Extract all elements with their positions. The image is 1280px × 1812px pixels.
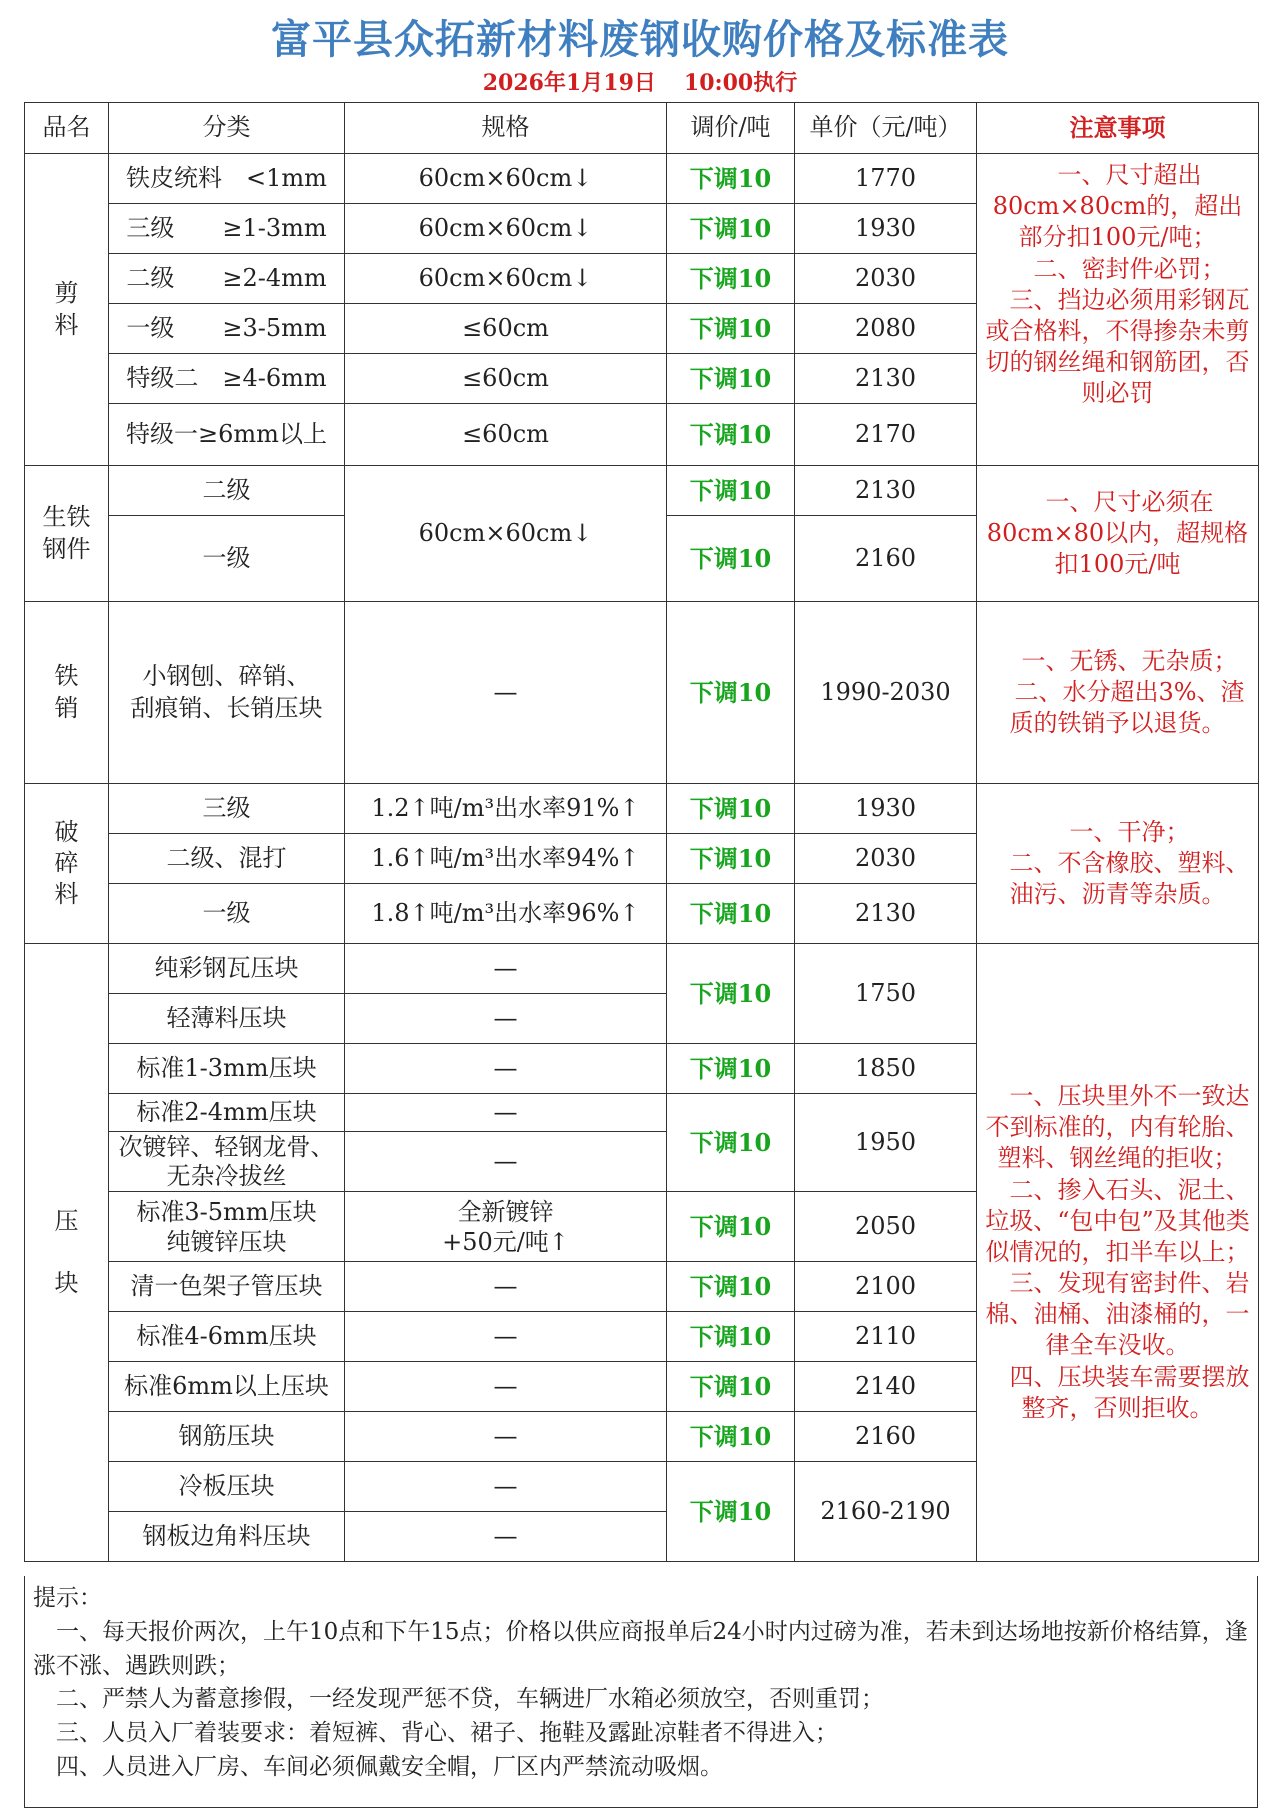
price-cell: 2130 bbox=[795, 354, 977, 404]
note-shengtie: 一、尺寸必须在80cm×80以内，超规格扣100元/吨 bbox=[977, 466, 1259, 602]
spec-cell: — bbox=[345, 1362, 667, 1412]
adjust-cell: 下调10 bbox=[667, 1312, 795, 1362]
spec-cell: — bbox=[345, 1094, 667, 1132]
price-cell: 1750 bbox=[795, 944, 977, 1044]
spec-cell: 全新镀锌 +50元/吨↑ bbox=[345, 1192, 667, 1262]
spec-cell: — bbox=[345, 944, 667, 994]
tips-heading: 提示： bbox=[33, 1585, 102, 1611]
price-cell: 2080 bbox=[795, 304, 977, 354]
note-yakuai: 一、压块里外不一致达不到标准的，内有轮胎、塑料、钢丝绳的拒收； 二、掺入石头、泥土、垃圾、“包中包”及其他类似情况的，扣半车以上； 三、发现有密封件、岩棉、油桶、油漆桶的，一律全车没收。 四、压块装车需要摆放整齐，否则拒收。 bbox=[977, 944, 1259, 1562]
spec-cell: — bbox=[345, 1262, 667, 1312]
category-cell: 小钢刨、碎销、 刮痕销、长销压块 bbox=[109, 602, 345, 784]
spec-cell: 60cm×60cm↓ bbox=[345, 254, 667, 304]
category-cell: 一级 bbox=[109, 516, 345, 602]
category-cell: 标准2-4mm压块 bbox=[109, 1094, 345, 1132]
spec-cell: — bbox=[345, 602, 667, 784]
header-adjust: 调价/吨 bbox=[667, 103, 795, 154]
adjust-cell: 下调10 bbox=[667, 602, 795, 784]
category-cell: 三级 ≥1-3mm bbox=[109, 204, 345, 254]
category-cell: 二级、混打 bbox=[109, 834, 345, 884]
spec-cell: ≤60cm bbox=[345, 354, 667, 404]
spec-cell: ≤60cm bbox=[345, 304, 667, 354]
table-row bbox=[25, 602, 1259, 784]
category-cell: 标准3-5mm压块 纯镀锌压块 bbox=[109, 1192, 345, 1262]
category-cell: 清一色架子管压块 bbox=[109, 1262, 345, 1312]
spec-cell: — bbox=[345, 994, 667, 1044]
category-cell: 钢筋压块 bbox=[109, 1412, 345, 1462]
price-cell: 2130 bbox=[795, 884, 977, 944]
spec-cell: 1.8↑吨/m³出水率96%↑ bbox=[345, 884, 667, 944]
price-cell: 2140 bbox=[795, 1362, 977, 1412]
spec-cell: — bbox=[345, 1044, 667, 1094]
adjust-cell: 下调10 bbox=[667, 466, 795, 516]
category-cell: 特级二 ≥4-6mm bbox=[109, 354, 345, 404]
category-cell: 一级 ≥3-5mm bbox=[109, 304, 345, 354]
tips-section bbox=[24, 1576, 1258, 1808]
spec-cell: — bbox=[345, 1512, 667, 1562]
table-row bbox=[25, 466, 1259, 516]
group-name-posui: 破 碎 料 bbox=[25, 784, 109, 944]
time-text: 10:00执行 bbox=[683, 70, 798, 96]
adjust-cell: 下调10 bbox=[667, 354, 795, 404]
adjust-cell: 下调10 bbox=[667, 204, 795, 254]
price-cell: 2160-2190 bbox=[795, 1462, 977, 1562]
adjust-cell: 下调10 bbox=[667, 404, 795, 466]
category-cell: 轻薄料压块 bbox=[109, 994, 345, 1044]
adjust-cell: 下调10 bbox=[667, 1192, 795, 1262]
group-name-yakuai: 压 块 bbox=[25, 944, 109, 1562]
category-cell: 铁皮统料 <1mm bbox=[109, 154, 345, 204]
page-title: 富平县众拓新材料废钢收购价格及标准表 bbox=[271, 16, 1009, 63]
group-name-jianliao: 剪 料 bbox=[25, 154, 109, 466]
spec-cell: — bbox=[345, 1132, 667, 1192]
price-cell: 1770 bbox=[795, 154, 977, 204]
table-row bbox=[25, 154, 1259, 204]
category-cell: 次镀锌、轻钢龙骨、无杂冷拔丝 bbox=[109, 1132, 345, 1192]
note-tiexiao: 一、无锈、无杂质； 二、水分超出3%、渣质的铁销予以退货。 bbox=[977, 602, 1259, 784]
effective-date bbox=[0, 66, 1280, 97]
adjust-cell: 下调10 bbox=[667, 884, 795, 944]
category-cell: 二级 bbox=[109, 466, 345, 516]
price-cell: 1990-2030 bbox=[795, 602, 977, 784]
header-spec: 规格 bbox=[345, 103, 667, 154]
category-cell: 一级 bbox=[109, 884, 345, 944]
note-posui: 一、干净； 二、不含橡胶、塑料、油污、沥青等杂质。 bbox=[977, 784, 1259, 944]
adjust-cell: 下调10 bbox=[667, 1044, 795, 1094]
adjust-cell: 下调10 bbox=[667, 944, 795, 1044]
category-cell: 钢板边角料压块 bbox=[109, 1512, 345, 1562]
category-cell: 二级 ≥2-4mm bbox=[109, 254, 345, 304]
header-category: 分类 bbox=[109, 103, 345, 154]
header-name: 品名 bbox=[25, 103, 109, 154]
adjust-cell: 下调10 bbox=[667, 154, 795, 204]
tip-line-1: 一、每天报价两次，上午10点和下午15点；价格以供应商报单后24小时内过磅为准，若未到达场地按新价格结算，逢涨不涨、遇跌则跌； bbox=[33, 1618, 1248, 1679]
tip-line-3: 三、人员入厂着装要求：着短裤、背心、裙子、拖鞋及露趾凉鞋者不得进入； bbox=[33, 1720, 838, 1747]
header-row bbox=[25, 103, 1259, 154]
adjust-cell: 下调10 bbox=[667, 1362, 795, 1412]
spec-cell: 60cm×60cm↓ bbox=[345, 154, 667, 204]
group-name-shengtie: 生铁 钢件 bbox=[25, 466, 109, 602]
price-table bbox=[24, 102, 1259, 1562]
spec-cell: ≤60cm bbox=[345, 404, 667, 466]
table-row bbox=[25, 944, 1259, 994]
spec-cell: — bbox=[345, 1312, 667, 1362]
price-cell: 2030 bbox=[795, 254, 977, 304]
category-cell: 纯彩钢瓦压块 bbox=[109, 944, 345, 994]
adjust-cell: 下调10 bbox=[667, 254, 795, 304]
price-cell: 2130 bbox=[795, 466, 977, 516]
spec-cell: — bbox=[345, 1412, 667, 1462]
adjust-cell: 下调10 bbox=[667, 1094, 795, 1192]
category-cell: 标准1-3mm压块 bbox=[109, 1044, 345, 1094]
spec-cell: 1.2↑吨/m³出水率91%↑ bbox=[345, 784, 667, 834]
table-row bbox=[25, 784, 1259, 834]
price-cell: 1950 bbox=[795, 1094, 977, 1192]
price-cell: 1930 bbox=[795, 784, 977, 834]
price-cell: 2160 bbox=[795, 516, 977, 602]
price-cell: 2100 bbox=[795, 1262, 977, 1312]
price-cell: 1850 bbox=[795, 1044, 977, 1094]
adjust-cell: 下调10 bbox=[667, 1412, 795, 1462]
tip-line-4: 四、人员进入厂房、车间必须佩戴安全帽，厂区内严禁流动吸烟。 bbox=[33, 1753, 723, 1780]
adjust-cell: 下调10 bbox=[667, 784, 795, 834]
category-cell: 三级 bbox=[109, 784, 345, 834]
spec-cell: 1.6↑吨/m³出水率94%↑ bbox=[345, 834, 667, 884]
category-cell: 冷板压块 bbox=[109, 1462, 345, 1512]
date-text: 2026年1月19日 bbox=[482, 70, 656, 96]
group-name-tiexiao: 铁 销 bbox=[25, 602, 109, 784]
price-cell: 2110 bbox=[795, 1312, 977, 1362]
spec-cell: 60cm×60cm↓ bbox=[345, 466, 667, 602]
adjust-cell: 下调10 bbox=[667, 1262, 795, 1312]
spec-cell: 60cm×60cm↓ bbox=[345, 204, 667, 254]
header-notes: 注意事项 bbox=[977, 103, 1259, 154]
adjust-cell: 下调10 bbox=[667, 304, 795, 354]
price-cell: 2170 bbox=[795, 404, 977, 466]
category-cell: 标准6mm以上压块 bbox=[109, 1362, 345, 1412]
spec-cell: — bbox=[345, 1462, 667, 1512]
adjust-cell: 下调10 bbox=[667, 516, 795, 602]
adjust-cell: 下调10 bbox=[667, 1462, 795, 1562]
category-cell: 特级一≥6mm以上 bbox=[109, 404, 345, 466]
note-jianliao: 一、尺寸超出80cm×80cm的，超出部分扣100元/吨； 二、密封件必罚； 三、挡边必须用彩钢瓦或合格料，不得掺杂未剪切的钢丝绳和钢筋团，否则必罚 bbox=[977, 154, 1259, 466]
header-price: 单价（元/吨） bbox=[795, 103, 977, 154]
category-cell: 标准4-6mm压块 bbox=[109, 1312, 345, 1362]
tip-line-2: 二、严禁人为蓄意掺假，一经发现严惩不贷，车辆进厂水箱必须放空，否则重罚； bbox=[33, 1686, 884, 1713]
price-cell: 2030 bbox=[795, 834, 977, 884]
price-cell: 2160 bbox=[795, 1412, 977, 1462]
price-cell: 2050 bbox=[795, 1192, 977, 1262]
adjust-cell: 下调10 bbox=[667, 834, 795, 884]
price-cell: 1930 bbox=[795, 204, 977, 254]
